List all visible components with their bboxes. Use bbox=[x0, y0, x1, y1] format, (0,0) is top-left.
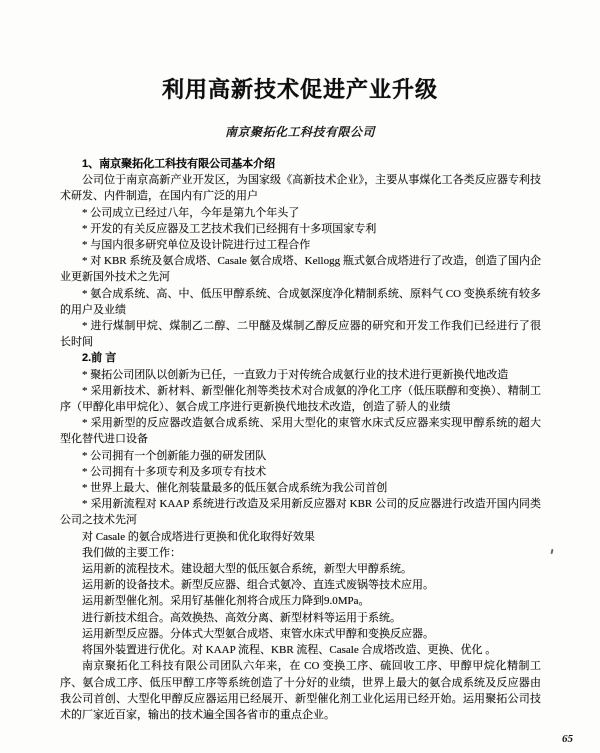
body-paragraph: * 公司拥有十多项专利及多项专有技术 bbox=[82, 465, 267, 478]
body-paragraph: 进行新技术组合。高效换热、高效分离、新型材料等运用于系统。 bbox=[82, 611, 401, 624]
body-paragraph: * 采用新型的反应器改造氨合成系统、采用大型化的束管水床式反应器来实现甲醇系统的超大型化替代进口设备 bbox=[60, 417, 541, 446]
section-heading: 1、南京聚拓化工科技有限公司基本介绍 bbox=[82, 158, 276, 170]
section-heading: 2.前 言 bbox=[82, 352, 117, 365]
body-paragraph: * 采用新流程对 KAAP 系统进行改造及采用新反应器对 KBR 公司的反应器进行改造开国内同类公司之技术先河 bbox=[60, 498, 541, 527]
body-paragraph: * 公司成立已经过八年，今年是第九个年头了 bbox=[82, 206, 300, 219]
page-number: 65 bbox=[562, 733, 573, 745]
body-paragraph: * 开发的有关反应器及工艺技术我们已经拥有十多项国家专利 bbox=[82, 222, 377, 235]
body-paragraph: 对 Casale 的氨合成塔进行更换和优化取得好效果 bbox=[82, 530, 315, 543]
body-paragraph: * 世界上最大、催化剂装量最多的低压氨合成系统为我公司首创 bbox=[82, 482, 388, 495]
body-paragraph: * 公司拥有一个创新能力强的研发团队 bbox=[82, 449, 267, 462]
body-paragraph: * 对 KBR 系统及氨合成塔、Casale 氨合成塔、Kellogg 瓶式氨合成塔进行了改造，创造了国内企业更新国外技术之先河 bbox=[60, 255, 541, 284]
document-body bbox=[60, 156, 541, 723]
body-paragraph: * 与国内很多研究单位及设计院进行过工程合作 bbox=[82, 239, 311, 252]
body-paragraph: * 聚拓公司团队以创新为已任，一直致力于对传统合成氨行业的技术进行更新换代地改造 bbox=[82, 368, 509, 381]
author-line: 南京聚拓化工科技有限公司 bbox=[224, 125, 375, 139]
body-paragraph: 我们做的主要工作： bbox=[82, 546, 181, 559]
document-title: 利用高新技术促进产业升级 bbox=[161, 77, 438, 102]
body-paragraph: 运用新的设备技术。新型反应器、组合式氨冷、直连式废锅等技术应用。 bbox=[82, 579, 434, 592]
scan-artifact bbox=[551, 549, 554, 554]
body-paragraph: 将国外装置进行优化。对 KAAP 流程、KBR 流程、Casale 合成塔改造、更换、优化 。 bbox=[82, 644, 497, 657]
body-paragraph: * 氨合成系统、高、中、低压甲醇系统、合成氨深度净化精制系统、原料气 CO 变换系统有较多的用户及业绩 bbox=[60, 287, 541, 316]
body-paragraph: 运用新型反应器。分体式大型氨合成塔、束管水床式甲醇和变换反应器。 bbox=[82, 627, 434, 640]
body-paragraph: 公司位于南京高新产业开发区，为国家级《高新技术企业》，主要从事煤化工各类反应器专利技术研发、内件制造，在国内有广泛的用户 bbox=[60, 174, 541, 203]
body-paragraph: 南京聚拓化工科技有限公司团队六年来，在 CO 变换工序、硫回收工序、甲醇甲烷化精制工序、氨合成工序、低压甲醇工序等系统创造了十分好的业绩，世界上最大的氨合成系统及反应器由我公司首创、大型化甲醇反应器运用已经展开、新型催化剂工业化运用已经开始。运用聚拓公司技术的厂家近百家，输出的技术遍全国各省市的重点企业。 bbox=[60, 660, 541, 721]
body-paragraph: * 进行煤制甲烷、煤制乙二醇、二甲醚及煤制乙醇反应器的研究和开发工作我们已经进行了很长时间 bbox=[60, 320, 541, 349]
body-paragraph: * 采用新技术、新材料、新型催化剂等类技术对合成氨的净化工序（低压联醇和变换）、精制工序（甲醇化串甲烷化）、氨合成工序进行更新换代地技术改造，创造了骄人的业绩 bbox=[60, 384, 541, 414]
body-paragraph: 运用新的流程技术。建设超大型的低压氨合系统，新型大甲醇系统。 bbox=[82, 563, 412, 576]
body-paragraph: 运用新型催化剂。采用钌基催化剂将合成压力降到9.0MPa。 bbox=[82, 595, 370, 608]
